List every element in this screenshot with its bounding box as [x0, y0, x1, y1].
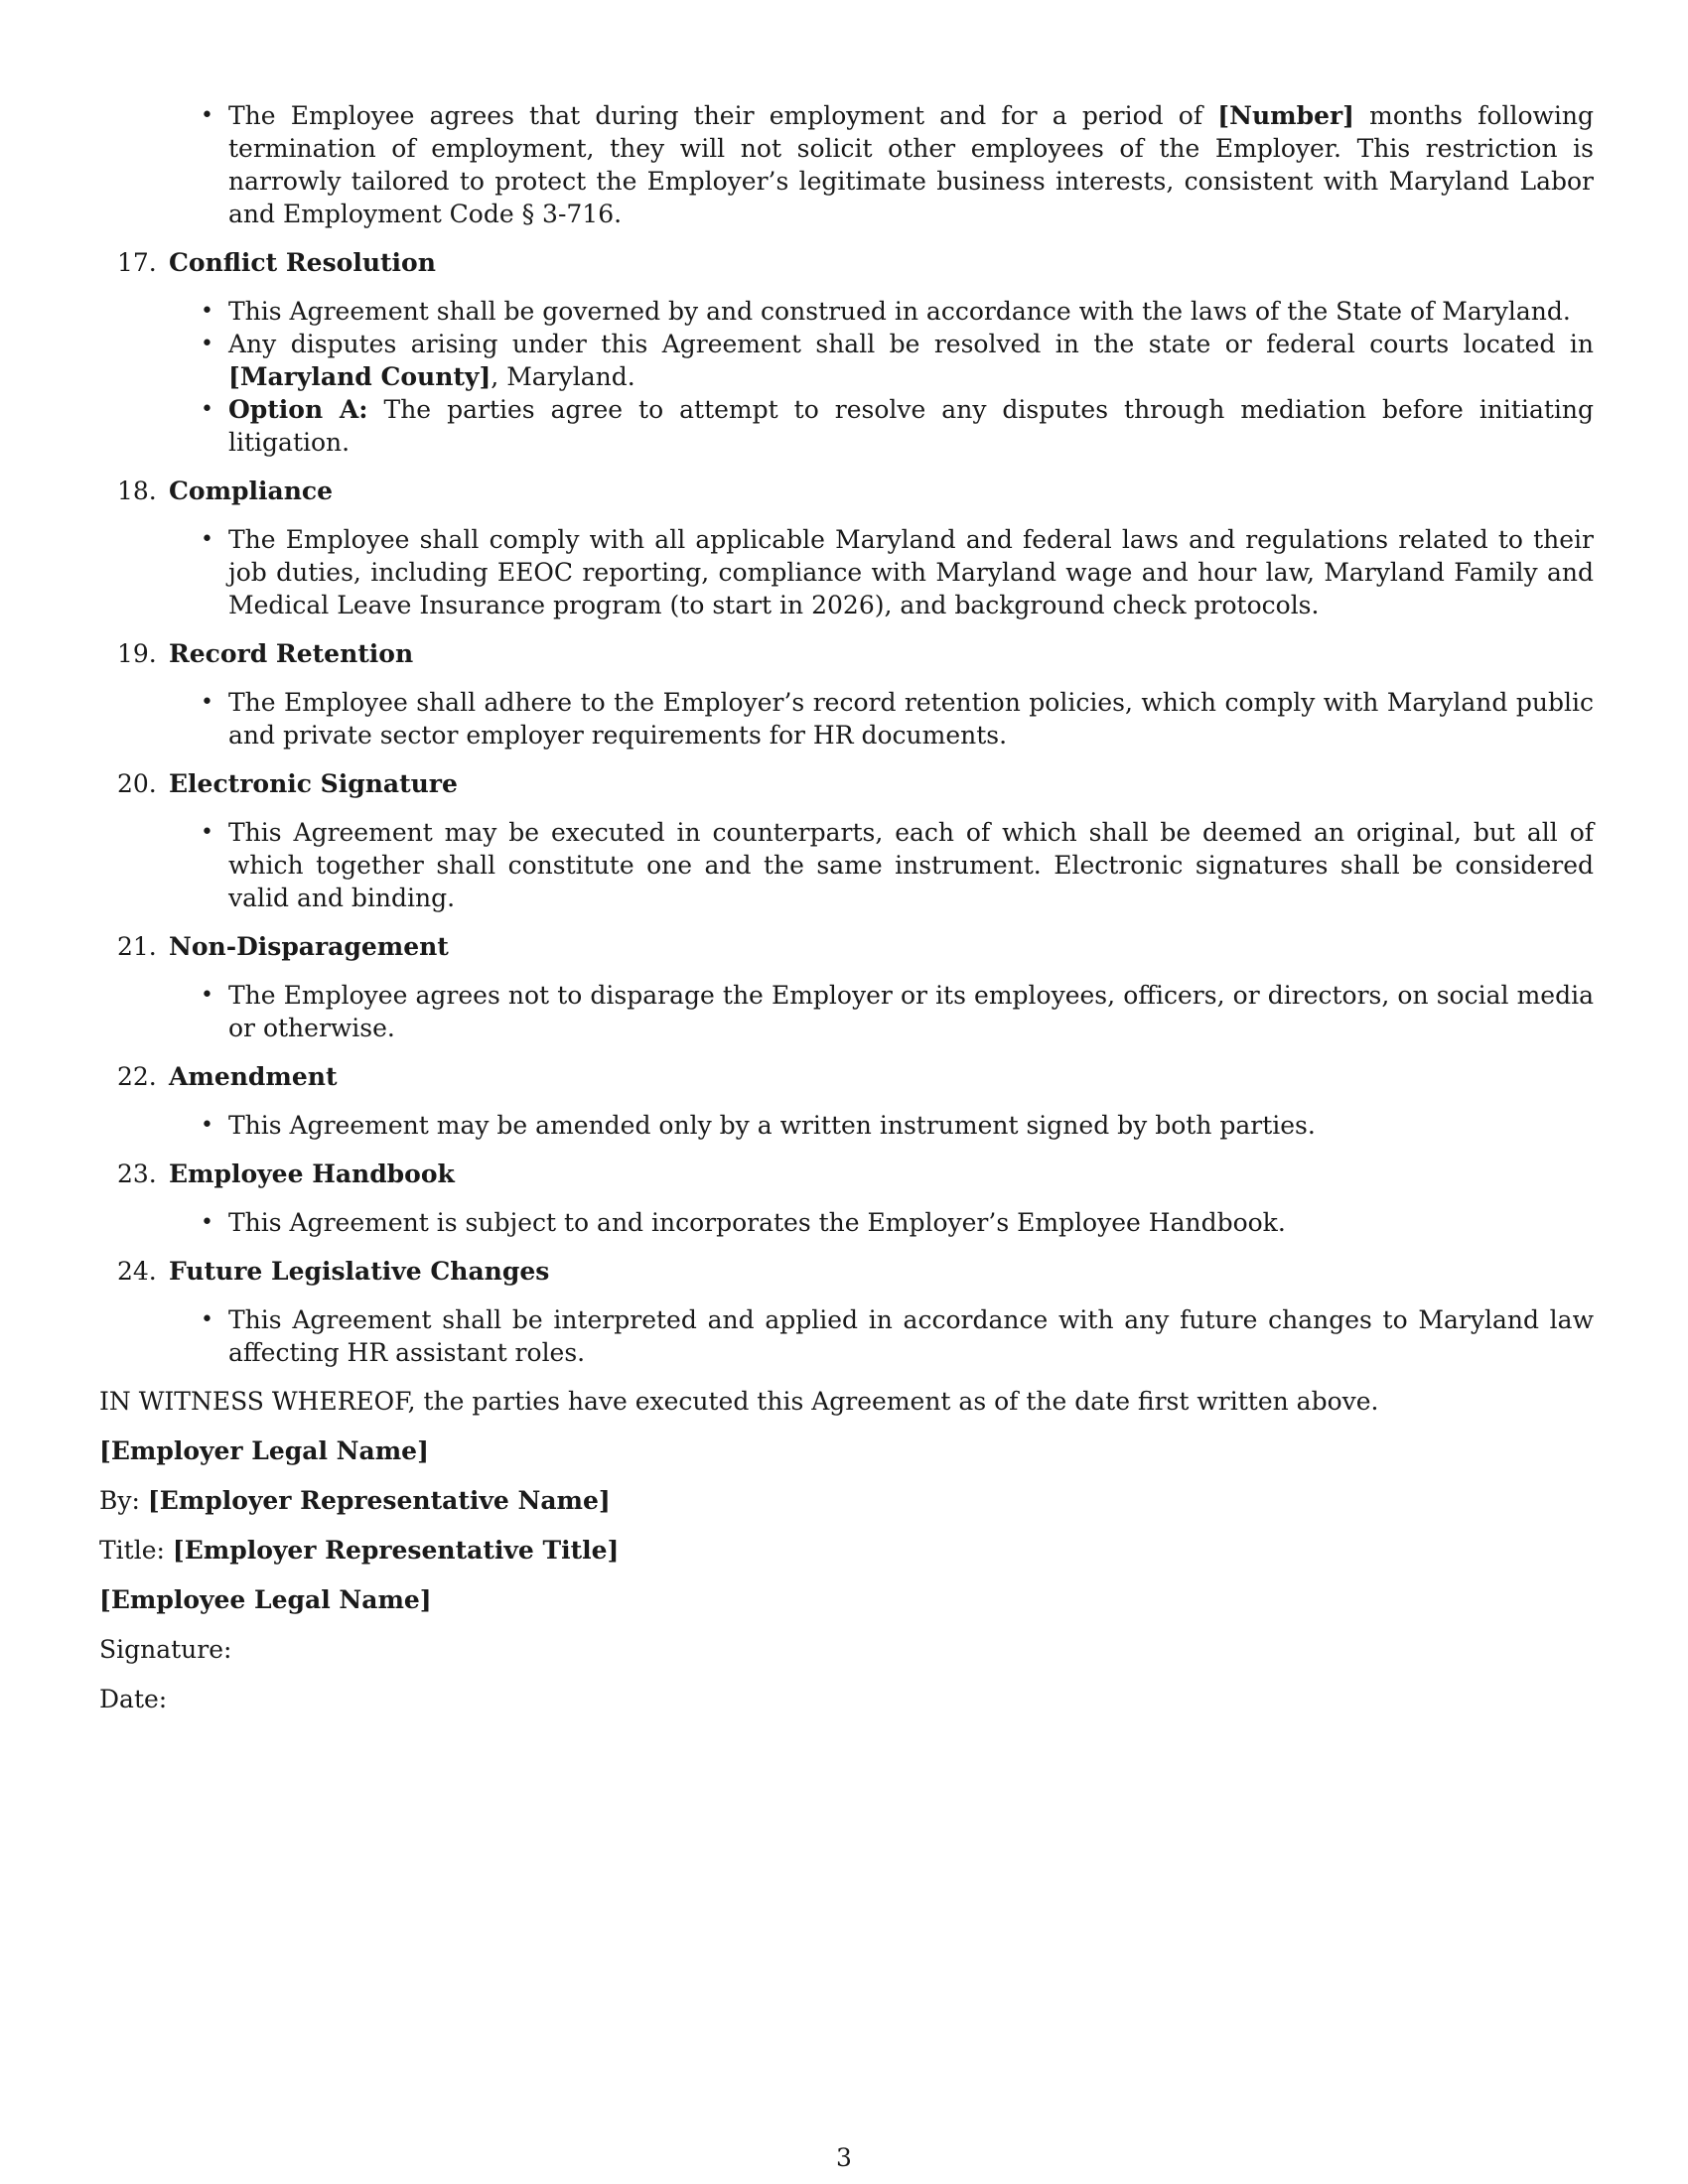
section-number: 18.: [117, 477, 157, 505]
bullet-text: This Agreement shall be interpreted and applied in accordance with any future changes to Maryland law affecting HR assistant roles.: [228, 1305, 1594, 1367]
section-title: Non-Disparagement: [169, 932, 449, 961]
section-bullets: [99, 295, 1594, 459]
bullet-text: This Agreement shall be governed by and construed in accordance with the laws of the State of Maryland.: [228, 297, 1571, 326]
section-number: 24.: [117, 1257, 157, 1286]
section-title: Amendment: [169, 1062, 338, 1091]
bullet-text: months following termination of employment, they will not solicit other employees of the Employer. This restriction is narrowly tailored to protect the Employer’s legitimate business interests, consistent with Maryland Labor and Employment Code § 3-716.: [228, 101, 1594, 228]
by-label: By:: [99, 1486, 148, 1515]
section-heading: [99, 246, 1594, 279]
title-label: Title:: [99, 1536, 173, 1565]
section-bullets: [99, 1303, 1594, 1369]
document-body: [99, 99, 1594, 1715]
bullet-text: , Maryland.: [491, 362, 635, 391]
date-line: Date:: [99, 1685, 168, 1713]
section-20: [99, 767, 1594, 914]
bullet-item: [99, 1303, 1594, 1369]
county-placeholder: [Maryland County]: [228, 362, 492, 391]
section-heading: [99, 767, 1594, 800]
section-17: [99, 246, 1594, 459]
section-heading: [99, 1255, 1594, 1288]
option-label: Option A:: [228, 395, 368, 424]
bullet-item: [99, 1206, 1594, 1239]
section-23: [99, 1158, 1594, 1239]
section-title: Record Retention: [169, 639, 414, 668]
bullet-item: [99, 686, 1594, 751]
section-number: 19.: [117, 639, 157, 668]
bullet-text: Any disputes arising under this Agreement shall be resolved in the state or federal courts located in: [228, 330, 1594, 358]
employer-title-line: [99, 1534, 1594, 1567]
section-number: 22.: [117, 1062, 157, 1091]
representative-title: [Employer Representative Title]: [172, 1536, 620, 1565]
section-title: Employee Handbook: [169, 1160, 455, 1188]
section-bullets: [99, 816, 1594, 914]
bullet-text: This Agreement may be amended only by a written instrument signed by both parties.: [228, 1111, 1316, 1140]
section-bullets: [99, 1206, 1594, 1239]
non-solicitation-bullet: [99, 99, 1594, 230]
bullet-text: This Agreement is subject to and incorporates the Employer’s Employee Handbook.: [228, 1208, 1286, 1237]
section-bullets: [99, 979, 1594, 1044]
page-number: 3: [836, 2143, 852, 2172]
bullet-item: [99, 1109, 1594, 1142]
section-number: 23.: [117, 1160, 157, 1188]
section-number: 21.: [117, 932, 157, 961]
section-heading: [99, 475, 1594, 507]
employer-legal-name: [Employer Legal Name]: [99, 1436, 429, 1465]
section-bullets: [99, 1109, 1594, 1142]
bullet-item: [99, 393, 1594, 459]
bullet-item: [99, 295, 1594, 328]
bullet-item: [99, 816, 1594, 914]
section-bullets: [99, 686, 1594, 751]
section-heading: [99, 1060, 1594, 1093]
section-22: [99, 1060, 1594, 1142]
bullet-text: The Employee shall comply with all applicable Maryland and federal laws and regulations related to their job duties, including EEOC reporting, compliance with Maryland wage and hour law, Maryland Family and Medical Leave Insurance program (to start in 2026), and background check protocols.: [228, 525, 1594, 619]
section-title: Compliance: [169, 477, 334, 505]
employer-by-line: [99, 1484, 1594, 1517]
bullet-text: The Employee shall adhere to the Employer’s record retention policies, which comply with Maryland public and private sector employer requirements for HR documents.: [228, 688, 1594, 750]
signature-line: Signature:: [99, 1635, 232, 1664]
section-21: [99, 930, 1594, 1044]
section-heading: [99, 930, 1594, 963]
section-heading: [99, 637, 1594, 670]
section-title: Conflict Resolution: [169, 248, 436, 277]
section-18: [99, 475, 1594, 621]
number-placeholder: [Number]: [1217, 101, 1354, 130]
section-title: Electronic Signature: [169, 769, 458, 798]
bullet-text: The Employee agrees not to disparage the Employer or its employees, officers, or directors, on social media or otherwise.: [228, 981, 1594, 1042]
witness-clause: IN WITNESS WHEREOF, the parties have executed this Agreement as of the date first written above.: [99, 1387, 1379, 1416]
intro-bullet-list: [99, 99, 1594, 230]
section-24: [99, 1255, 1594, 1369]
bullet-item: [99, 523, 1594, 621]
section-19: [99, 637, 1594, 751]
employee-legal-name: [Employee Legal Name]: [99, 1585, 432, 1614]
bullet-text: The parties agree to attempt to resolve any disputes through mediation before initiating litigation.: [228, 395, 1594, 457]
bullet-item: [99, 979, 1594, 1044]
section-title: Future Legislative Changes: [169, 1257, 550, 1286]
section-bullets: [99, 523, 1594, 621]
section-heading: [99, 1158, 1594, 1190]
section-number: 17.: [117, 248, 157, 277]
section-number: 20.: [117, 769, 157, 798]
representative-name: [Employer Representative Name]: [147, 1486, 611, 1515]
bullet-text: The Employee agrees that during their employment and for a period of: [228, 101, 1218, 130]
bullet-text: This Agreement may be executed in counterparts, each of which shall be deemed an original, but all of which together shall constitute one and the same instrument. Electronic signatures shall be considered valid and binding.: [228, 818, 1594, 912]
bullet-item: [99, 328, 1594, 393]
